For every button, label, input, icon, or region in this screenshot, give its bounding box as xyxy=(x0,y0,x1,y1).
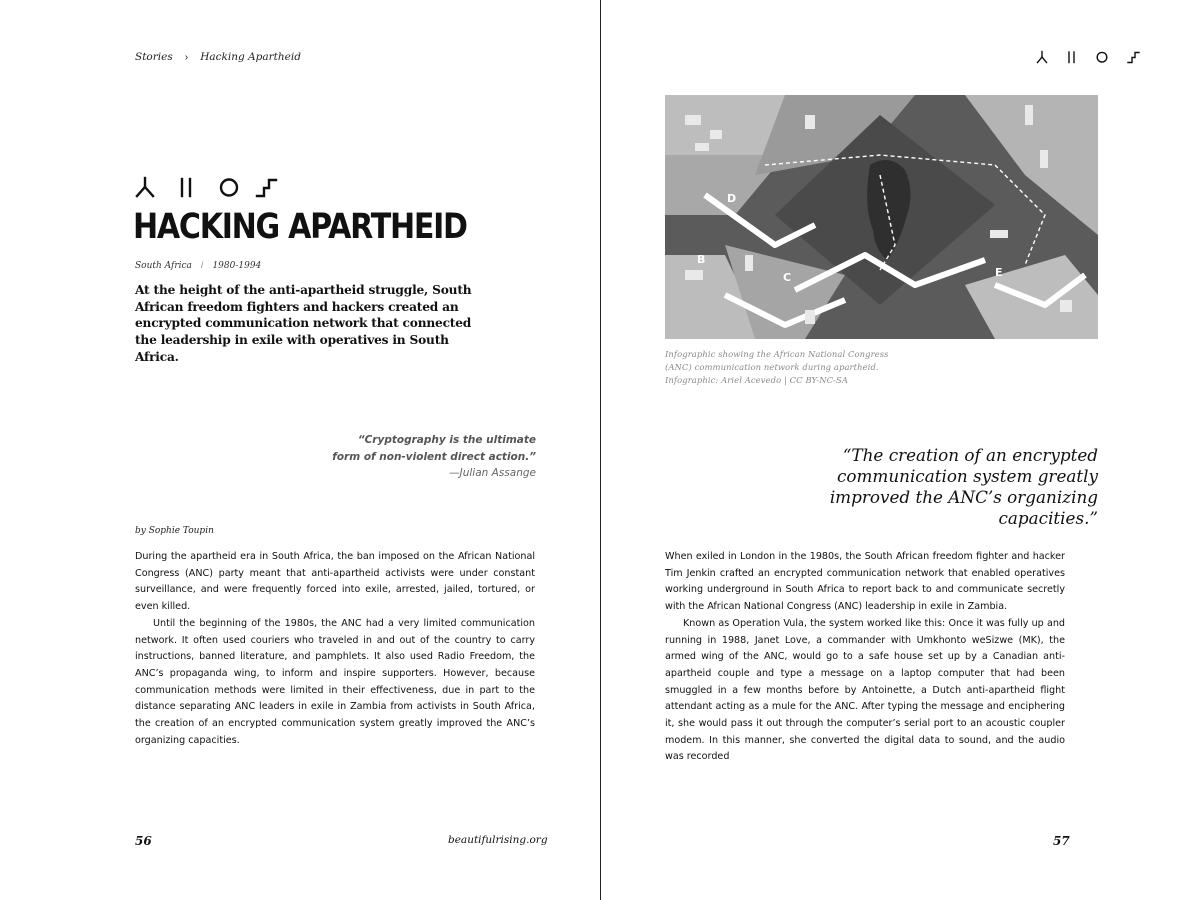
tag-e: E xyxy=(995,266,1003,279)
article-years: 1980-1994 xyxy=(212,261,262,271)
caption-line: Infographic: Ariel Acevedo | CC BY-NC-SA xyxy=(665,375,849,385)
story-type-glyphs-small xyxy=(1036,50,1140,64)
tag-d: D xyxy=(727,192,737,205)
paragraph: Known as Operation Vula, the system worked like this: Once it was fully up and running in 1988, Janet Love, a commander with Umkhonto weSizwe (MK), the armed wing of the ANC, would go to a safe house set up by a Canadian anti-apartheid couple and type a message on a laptop computer that had been smuggled in a few months before by Antoinette, a Dutch anti-apartheid flight attendant acting as a mule for the ANC. After typing the message and enciphering it, she would pass it out through the computer’s serial port to an acoustic coupler modem. In this manner, she converted the digital data to sound, and the audio was recorded xyxy=(665,617,1065,763)
body-text-left xyxy=(135,549,535,749)
paragraph: When exiled in London in the 1980s, the South African freedom fighter and hacker Tim Jenkin crafted an encrypted communication network that enabled operatives working underground in South Africa to report back to and communicate secretly with the African National Congress (ANC) leadership in exile in Zambia. xyxy=(665,551,1065,613)
paragraph: During the apartheid era in South Africa, the ban imposed on the African National Congress (ANC) party meant that anti-apartheid activists were under constant surveillance, and were frequently forced into exile, arrested, jailed, tortured, or even killed. xyxy=(135,551,535,613)
page-gutter xyxy=(600,0,601,900)
article-title: HACKING APARTHEID xyxy=(133,207,467,247)
type-glyph-row xyxy=(135,176,280,198)
assange-quote xyxy=(330,432,536,482)
body-text-right xyxy=(665,549,1065,766)
page-number-left: 56 xyxy=(135,834,152,848)
tag-c: C xyxy=(783,271,792,284)
anc-network-infographic xyxy=(665,95,1098,339)
meta-separator: / xyxy=(200,260,204,270)
quote-text: “Cryptography is the ultimate form of non-violent direct action.” xyxy=(332,434,536,463)
article-lede: At the height of the anti-apartheid struggle, South African freedom fighters and hackers created an encrypted communication network that connected the leadership in exile with operatives in South Africa. xyxy=(135,283,472,364)
breadcrumb-current: Hacking Apartheid xyxy=(200,51,301,63)
article-location: South Africa xyxy=(135,261,192,271)
paragraph: Until the beginning of the 1980s, the ANC had a very limited communication network. It often used couriers who traveled in and out of the country to carry instructions, banned literature, and pamphlets. It also used Radio Freedom, the ANC’s propaganda wing, to inform and inspire supporters. However, because communication methods were limited in their effectiveness, due in part to the distance separating ANC leaders in exile in Zambia from activists in South Africa, the creation of an encrypted communication system greatly improved the ANC’s organizing capacities. xyxy=(135,617,535,746)
story-type-glyph-2-small xyxy=(1069,52,1074,63)
story-type-glyph-1 xyxy=(137,178,153,196)
story-type-glyph-4 xyxy=(257,180,276,196)
caption-line: Infographic showing the African National Congress xyxy=(665,349,889,359)
story-type-glyph-3 xyxy=(221,180,237,196)
figure-caption xyxy=(665,348,925,387)
article-meta xyxy=(135,260,261,271)
breadcrumb-separator: › xyxy=(184,51,189,63)
tag-b: B xyxy=(697,253,706,266)
pull-quote: “The creation of an encrypted communication system greatly improved the ANC’s organizing capacities.” xyxy=(829,445,1098,528)
story-type-glyph-1-small xyxy=(1038,52,1047,63)
byline: by Sophie Toupin xyxy=(135,526,214,536)
page-number-right: 57 xyxy=(1053,834,1070,848)
breadcrumb xyxy=(135,51,301,63)
infographic-image xyxy=(665,95,1098,339)
quote-attribution: —Julian Assange xyxy=(449,467,536,479)
story-type-glyph-3-small xyxy=(1097,52,1107,62)
site-url[interactable]: beautifulrising.org xyxy=(448,834,548,846)
type-glyph-row-small xyxy=(1036,50,1140,64)
story-type-glyph-2 xyxy=(182,179,190,196)
story-type-glyphs xyxy=(135,176,280,198)
caption-line: (ANC) communication network during apartheid. xyxy=(665,362,879,372)
story-type-glyph-4-small xyxy=(1128,53,1139,63)
breadcrumb-stories[interactable]: Stories xyxy=(135,51,173,63)
